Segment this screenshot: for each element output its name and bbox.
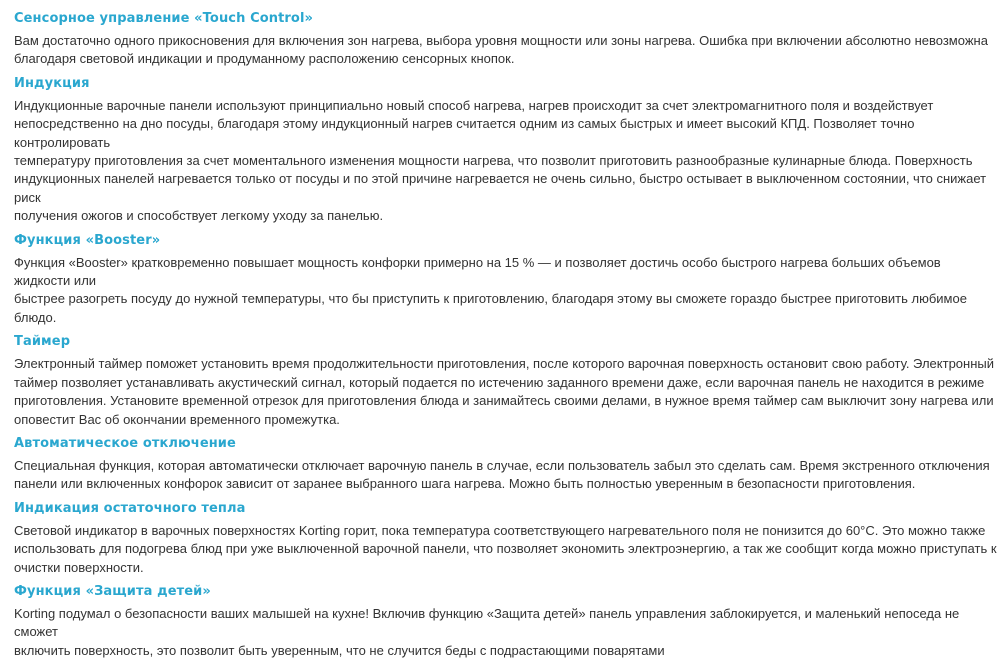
section-heading: Сенсорное управление «Touch Control»	[14, 11, 314, 26]
feature-section-timer	[14, 333, 998, 429]
feature-section-child-lock	[14, 583, 998, 660]
section-text: Специальная функция, которая автоматически отключает варочную панель в случае, если пользователь забыл это сделать сам. Время экстренного отключения панели или включенных конфорок зависит от заранее выбранного шага нагрева. Можно быть полностью уверенным в безопасности приготовления.	[14, 457, 990, 492]
section-heading: Индикация остаточного тепла	[14, 500, 246, 516]
section-heading: Индукция	[14, 75, 90, 91]
section-heading: Функция «Защита детей»	[14, 583, 211, 599]
section-text: Korting подумал о безопасности ваших малышей на кухне! Включив функцию «Защита детей» панель управления заблокируется, и маленький непоседа не сможет включить поверхность, это позволит быть уверенным, что не случится беды с подрастающими поварятами	[14, 605, 960, 658]
section-heading: Функция «Booster»	[14, 232, 161, 248]
section-text: Индукционные варочные панели используют принципиально новый способ нагрева, нагрев происходит за счет электромагнитного поля и воздействует непосредственно на дно посуды, благодаря этому индукционный нагрев считается одним из самых быстрых и имеет высокий КПД. Позволяет точно контролировать температуру приготовления за счет моментального изменения мощности нагрева, что позволит приготовить разнообразные кулинарные блюда. Поверхность индукционных панелей нагревается только от посуды и по этой причине нагревается не очень сильно, быстро остывает в выключенном состоянии, что снижает риск получения ожогов и способствует легкому уходу за панелью.	[14, 97, 987, 224]
section-text: Функция «Booster» кратковременно повышает мощность конфорки примерно на 15 % — и позволяет достичь особо быстрого нагрева больших объемов жидкости или быстрее разогреть посуду до нужной температуры, что бы приступить к приготовлению, благодаря этому вы сможете гораздо быстрее приготовить любимое блюдо.	[14, 254, 967, 325]
section-text: Вам достаточно одного прикосновения для включения зон нагрева, выбора уровня мощности или зоны нагрева. Ошибка при включении абсолютно невозможна благодаря световой индикации и продуманному расположению сенсорных кнопок.	[14, 33, 988, 67]
section-text: Электронный таймер поможет установить время продолжительности приготовления, после которого варочная поверхность остановит свою работу. Электронный таймер позволяет устанавливать акустический сигнал, который подается по истечению заданного времени даже, если варочная панель не находится в режиме приготовления. Установите временной отрезок для приготовления блюда и занимайтесь своими делами, в нужное время таймер сам выключит зону нагрева или оповестит Вас об окончании временного промежутка.	[14, 356, 994, 427]
feature-section-booster	[14, 232, 998, 328]
feature-section-auto-off	[14, 435, 998, 494]
section-text: Световой индикатор в варочных поверхностях Korting горит, пока температура соответствующего нагревательного поля не понизится до 60°С. Это можно также использовать для подогрева блюд при уже выключенной варочной панели, что позволяет экономить электроэнергию, а так же сообщит когда можно приступать к очистки поверхности.	[14, 522, 997, 575]
feature-section-touch-control	[14, 10, 998, 69]
feature-section-residual-heat	[14, 500, 998, 577]
feature-section-induction	[14, 75, 998, 226]
section-heading: Таймер	[14, 334, 71, 350]
feature-list	[14, 10, 998, 666]
section-heading: Автоматическое отключение	[14, 435, 236, 451]
